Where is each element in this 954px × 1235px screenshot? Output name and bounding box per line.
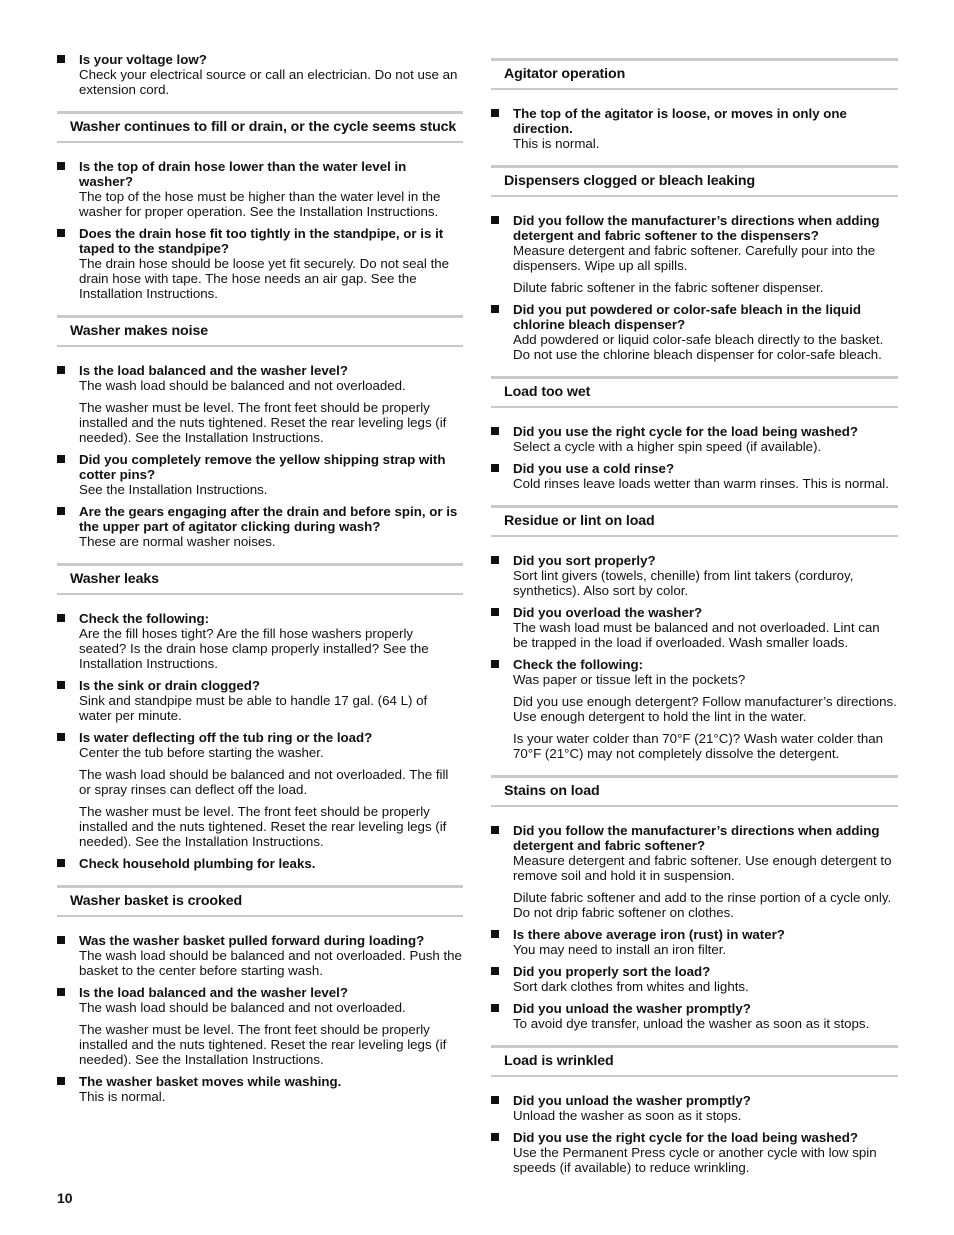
square-bullet-icon: [491, 216, 499, 224]
section-heading: Washer leaks: [57, 563, 463, 595]
answer-text: Check your electrical source or call an electrician. Do not use an extension cord.: [79, 67, 458, 97]
square-bullet-icon: [491, 1004, 499, 1012]
question-text: Did you use a cold rinse?: [513, 461, 675, 476]
question-text: Is the load balanced and the washer level?: [79, 985, 348, 1000]
square-bullet-icon: [57, 936, 65, 944]
page-number: 10: [57, 1190, 73, 1206]
list-item: [491, 106, 898, 151]
question-text: Did you use the right cycle for the load being washed?: [513, 1130, 859, 1145]
question-text: Check the following:: [513, 657, 644, 672]
answer-text: The wash load should be balanced and not overloaded.: [79, 378, 406, 393]
answer-text: Select a cycle with a higher spin speed (if available).: [513, 439, 822, 454]
list-item: [491, 553, 898, 598]
answer-text: This is normal.: [513, 136, 600, 151]
list-item: [57, 856, 463, 871]
answer-text: The drain hose should be loose yet fit securely. Do not seal the drain hose with tape. The hose needs an air gap. See the Installation Instructions.: [79, 256, 450, 301]
square-bullet-icon: [491, 1096, 499, 1104]
answer-text: Sort lint givers (towels, chenille) from lint takers (corduroy, synthetics). Also sort by color.: [513, 568, 854, 598]
square-bullet-icon: [491, 826, 499, 834]
answer-text: Center the tub before starting the washer.: [79, 745, 324, 760]
question-text: Did you properly sort the load?: [513, 964, 711, 979]
question-text: The washer basket moves while washing.: [79, 1074, 342, 1089]
question-text: Is water deflecting off the tub ring or the load?: [79, 730, 373, 745]
list-item: [57, 452, 463, 497]
square-bullet-icon: [491, 305, 499, 313]
question-text: Did you follow the manufacturer’s directions when adding detergent and fabric softener?: [513, 823, 880, 853]
question-text: Does the drain hose fit too tightly in the standpipe, or is it taped to the standpipe?: [79, 226, 444, 256]
list-item: [57, 159, 463, 219]
question-text: Is the sink or drain clogged?: [79, 678, 261, 693]
question-text: Did you follow the manufacturer’s directions when adding detergent and fabric softener to the dispensers?: [513, 213, 880, 243]
square-bullet-icon: [491, 608, 499, 616]
section-heading: Washer makes noise: [57, 315, 463, 347]
list-item: [491, 657, 898, 687]
section-heading: Load too wet: [491, 376, 898, 408]
section-heading: Washer continues to fill or drain, or the cycle seems stuck: [57, 111, 463, 143]
square-bullet-icon: [57, 229, 65, 237]
list-item: [491, 1130, 898, 1175]
question-text: Check household plumbing for leaks.: [79, 856, 316, 871]
list-item: [57, 611, 463, 671]
square-bullet-icon: [57, 55, 65, 63]
square-bullet-icon: [491, 967, 499, 975]
list-item: [491, 927, 898, 957]
answer-text: To avoid dye transfer, unload the washer as soon as it stops.: [513, 1016, 870, 1031]
question-text: Did you unload the washer promptly?: [513, 1001, 751, 1016]
paragraph: The washer must be level. The front feet should be properly installed and the nuts tightened. Reset the rear leveling legs (if needed). See the Installation Instructions.: [79, 804, 447, 849]
list-item: [57, 226, 463, 301]
answer-text: Sink and standpipe must be able to handle 17 gal. (64 L) of water per minute.: [79, 693, 428, 723]
list-item: [57, 985, 463, 1015]
answer-text: Was paper or tissue left in the pockets?: [513, 672, 746, 687]
list-item: [57, 933, 463, 978]
list-item: [491, 213, 898, 273]
section-heading: Residue or lint on load: [491, 505, 898, 537]
question-text: The top of the agitator is loose, or moves in only one direction.: [513, 106, 847, 136]
answer-text: See the Installation Instructions.: [79, 482, 268, 497]
question-text: Was the washer basket pulled forward during loading?: [79, 933, 425, 948]
list-item: [491, 424, 898, 454]
answer-text: The wash load must be balanced and not overloaded. Lint can be trapped in the load if overloaded. Wash smaller loads.: [513, 620, 880, 650]
list-item: [57, 504, 463, 549]
paragraph: The washer must be level. The front feet should be properly installed and the nuts tightened. Reset the rear leveling legs (if needed). See the Installation Instructions.: [79, 400, 447, 445]
question-text: Did you sort properly?: [513, 553, 656, 568]
list-item: [491, 605, 898, 650]
left-column: [57, 52, 463, 1111]
question-text: Did you overload the washer?: [513, 605, 703, 620]
answer-text: Sort dark clothes from whites and lights.: [513, 979, 749, 994]
list-item: [491, 964, 898, 994]
answer-text: The wash load should be balanced and not overloaded.: [79, 1000, 406, 1015]
answer-text: Measure detergent and fabric softener. Carefully pour into the dispensers. Wipe up all spills.: [513, 243, 876, 273]
answer-text: The wash load should be balanced and not overloaded. Push the basket to the center before starting wash.: [79, 948, 462, 978]
list-item: [57, 730, 463, 760]
square-bullet-icon: [491, 109, 499, 117]
answer-text: This is normal.: [79, 1089, 166, 1104]
list-item: [57, 52, 463, 97]
question-text: Is there above average iron (rust) in water?: [513, 927, 785, 942]
list-item: [491, 1001, 898, 1031]
question-text: Are the gears engaging after the drain and before spin, or is the upper part of agitator clicking during wash?: [79, 504, 458, 534]
answer-text: Unload the washer as soon as it stops.: [513, 1108, 742, 1123]
square-bullet-icon: [491, 556, 499, 564]
list-item: [491, 823, 898, 883]
answer-text: Are the fill hoses tight? Are the fill hose washers properly seated? Is the drain hose clamp properly installed? See the Installation Instructions.: [79, 626, 429, 671]
list-item: [491, 461, 898, 491]
answer-text: These are normal washer noises.: [79, 534, 276, 549]
answer-text: The top of the hose must be higher than the water level in the washer for proper operation. See the Installation Instructions.: [79, 189, 441, 219]
paragraph: Is your water colder than 70°F (21°C)? Wash water colder than 70°F (21°C) may not completely dissolve the detergent.: [513, 731, 884, 761]
square-bullet-icon: [491, 930, 499, 938]
square-bullet-icon: [57, 455, 65, 463]
square-bullet-icon: [57, 614, 65, 622]
question-text: Is the top of drain hose lower than the water level in washer?: [79, 159, 407, 189]
question-text: Did you unload the washer promptly?: [513, 1093, 751, 1108]
section-heading: Agitator operation: [491, 58, 898, 90]
square-bullet-icon: [57, 507, 65, 515]
question-text: Did you completely remove the yellow shipping strap with cotter pins?: [79, 452, 446, 482]
square-bullet-icon: [57, 162, 65, 170]
section-heading: Stains on load: [491, 775, 898, 807]
answer-text: Cold rinses leave loads wetter than warm rinses. This is normal.: [513, 476, 889, 491]
answer-text: Add powdered or liquid color-safe bleach directly to the basket. Do not use the chlorine bleach dispenser for color-safe bleach.: [513, 332, 884, 362]
paragraph: The wash load should be balanced and not overloaded. The fill or spray rinses can deflect off the load.: [79, 767, 449, 797]
paragraph: Did you use enough detergent? Follow manufacturer’s directions. Use enough detergent to hold the lint in the water.: [513, 694, 897, 724]
answer-text: Measure detergent and fabric softener. Use enough detergent to remove soil and hold it in suspension.: [513, 853, 892, 883]
list-item: [57, 1074, 463, 1104]
list-item: [491, 302, 898, 362]
question-text: Is your voltage low?: [79, 52, 207, 67]
square-bullet-icon: [57, 681, 65, 689]
answer-text: Use the Permanent Press cycle or another cycle with low spin speeds (if available) to reduce wrinkling.: [513, 1145, 877, 1175]
square-bullet-icon: [57, 859, 65, 867]
square-bullet-icon: [57, 988, 65, 996]
right-column: [491, 52, 898, 1182]
paragraph: The washer must be level. The front feet should be properly installed and the nuts tightened. Reset the rear leveling legs (if needed). See the Installation Instructions.: [79, 1022, 447, 1067]
square-bullet-icon: [491, 1133, 499, 1141]
question-text: Check the following:: [79, 611, 210, 626]
square-bullet-icon: [57, 366, 65, 374]
paragraph: Dilute fabric softener and add to the rinse portion of a cycle only. Do not drip fabric softener on clothes.: [513, 890, 892, 920]
question-text: Is the load balanced and the washer level?: [79, 363, 348, 378]
list-item: [57, 363, 463, 393]
list-item: [57, 678, 463, 723]
question-text: Did you put powdered or color-safe bleach in the liquid chlorine bleach dispenser?: [513, 302, 861, 332]
square-bullet-icon: [491, 660, 499, 668]
square-bullet-icon: [491, 427, 499, 435]
section-heading: Washer basket is crooked: [57, 885, 463, 917]
list-item: [491, 1093, 898, 1123]
answer-text: You may need to install an iron filter.: [513, 942, 727, 957]
paragraph: Dilute fabric softener in the fabric softener dispenser.: [513, 280, 824, 295]
square-bullet-icon: [57, 733, 65, 741]
question-text: Did you use the right cycle for the load being washed?: [513, 424, 859, 439]
section-heading: Dispensers clogged or bleach leaking: [491, 165, 898, 197]
section-heading: Load is wrinkled: [491, 1045, 898, 1077]
square-bullet-icon: [57, 1077, 65, 1085]
square-bullet-icon: [491, 464, 499, 472]
